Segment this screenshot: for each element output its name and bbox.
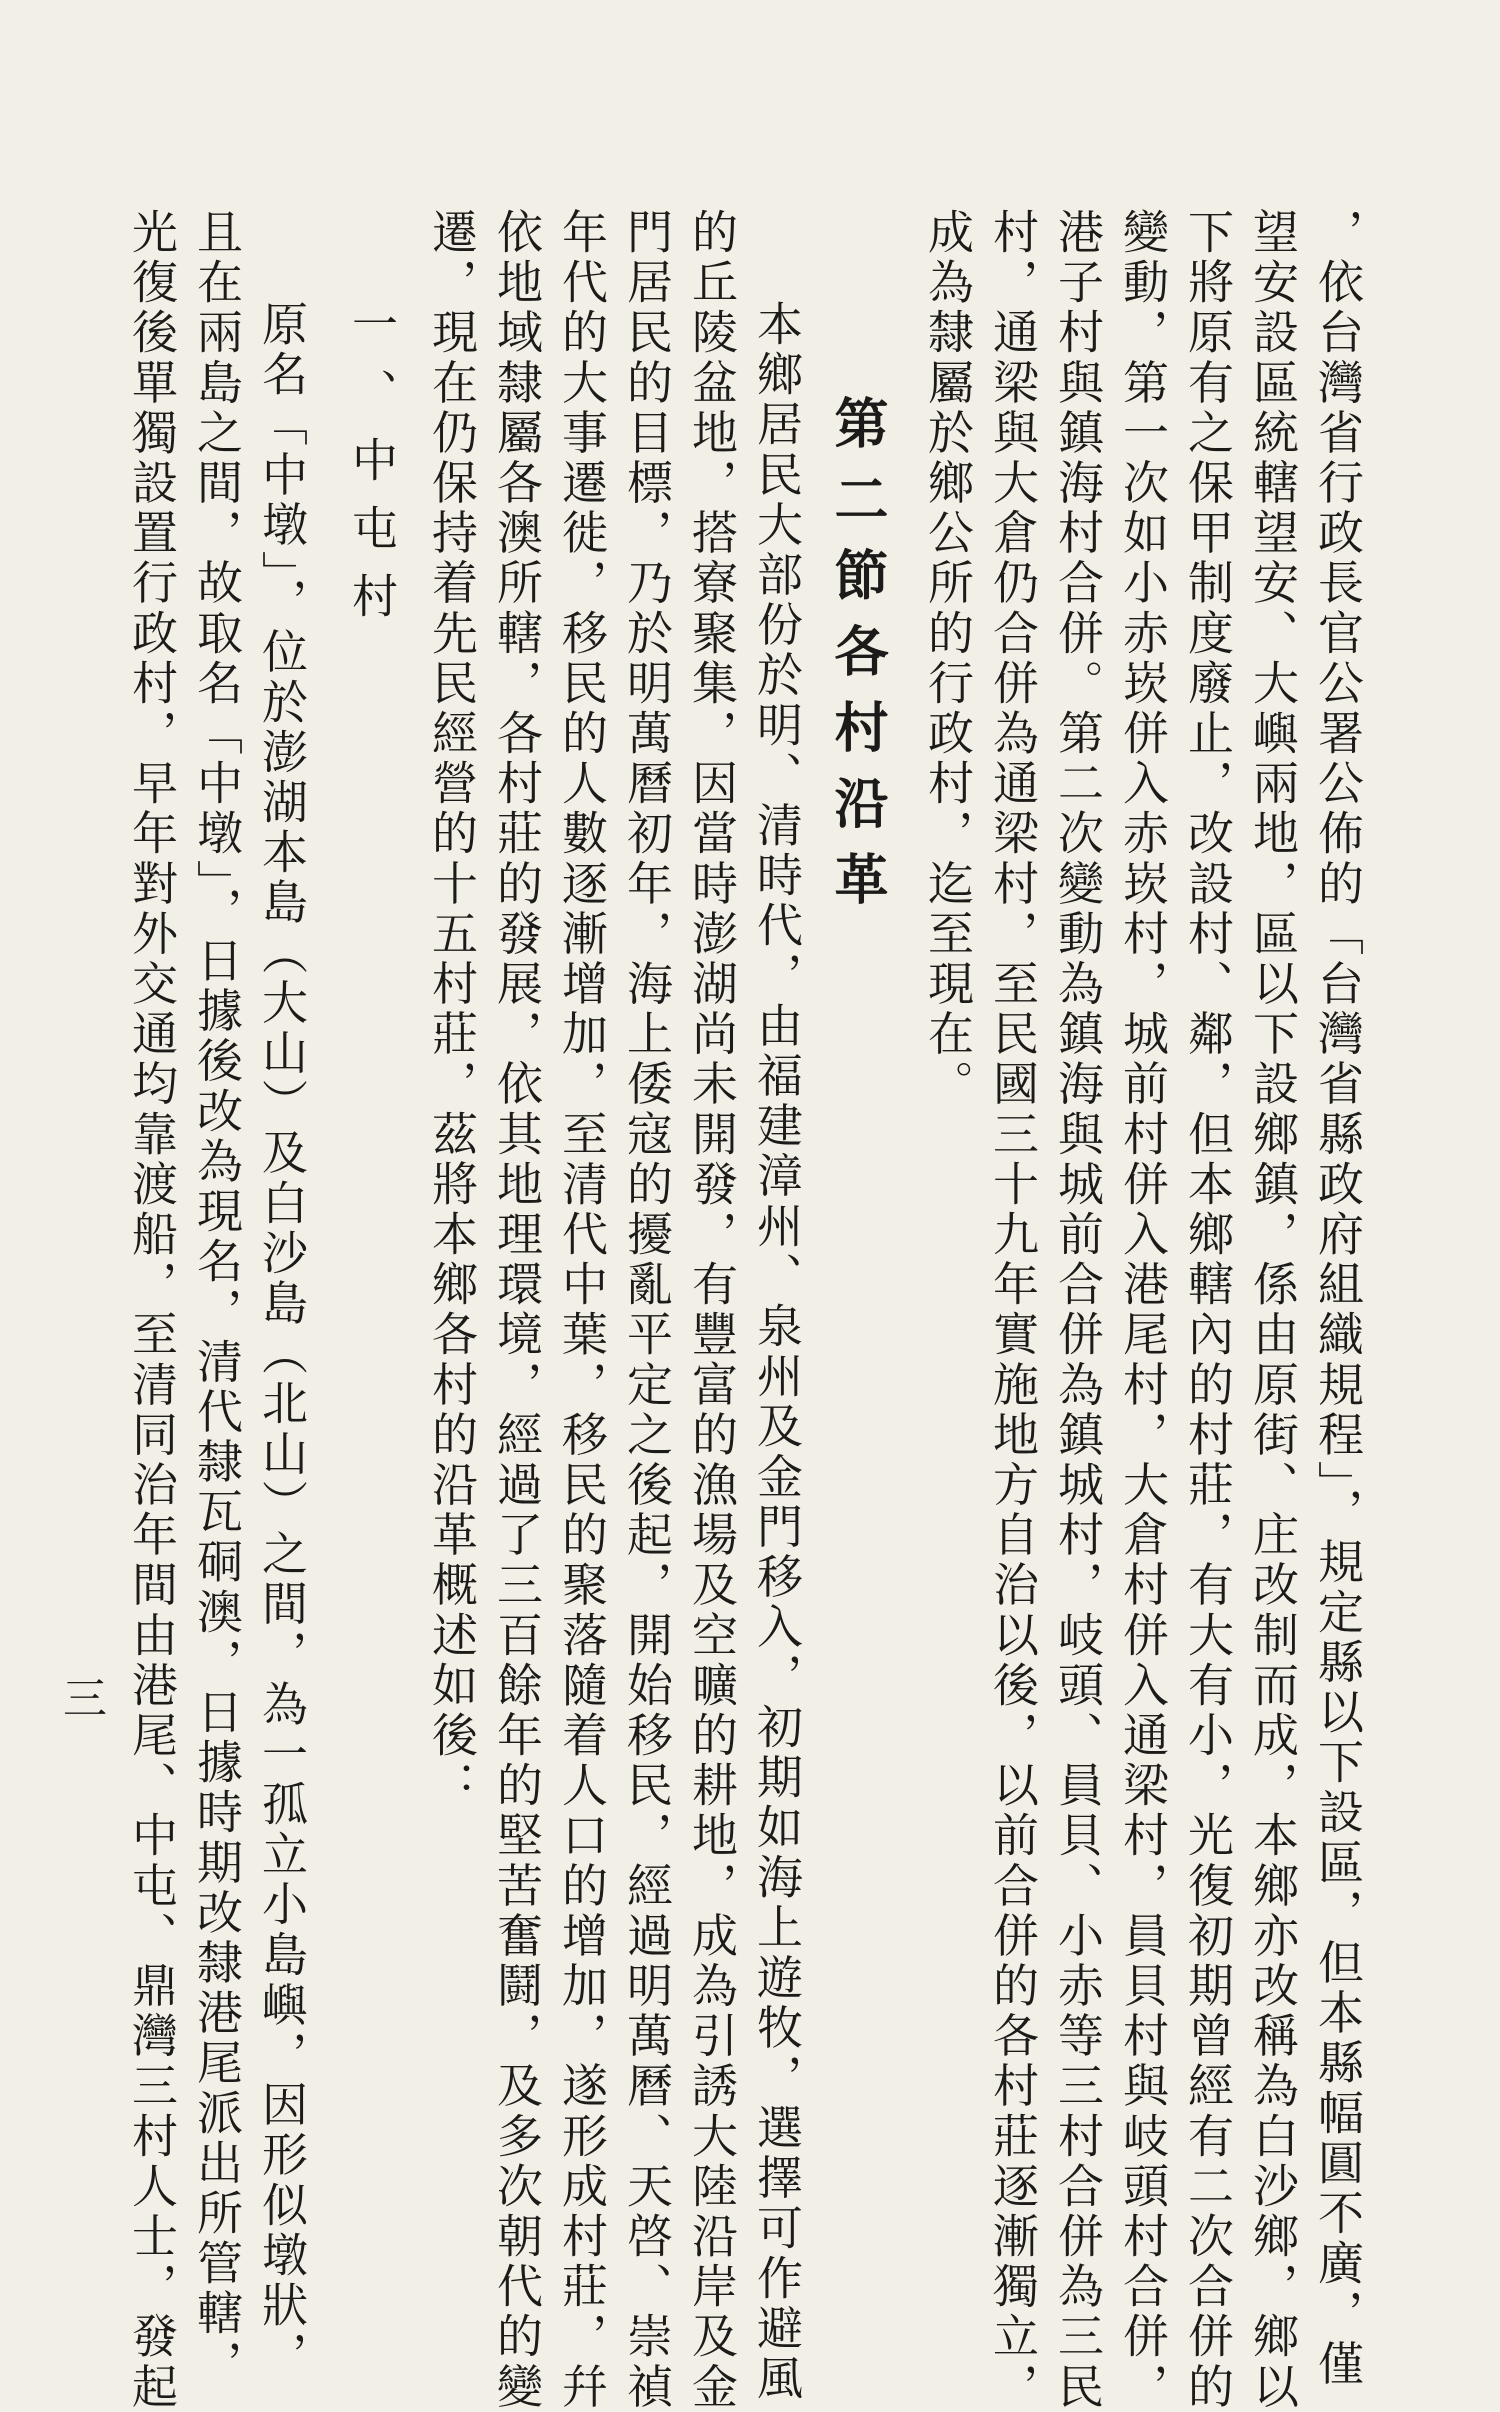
page-number: 三 [55, 1675, 106, 1719]
text-line: 且在兩島之間，故取名「中墩」，日據後改為現名，清代隸瓦硐澳，日據時期改隸港尾派出所管轄， [190, 208, 244, 2390]
text-line: 望安設區統轄望安、大嶼兩地，區以下設鄉鎮，係由原街、庄改制而成，本鄉亦改稱為白沙鄉，鄉以 [1246, 208, 1300, 2412]
text-line: 港子村與鎮海村合併。第二次變動為鎮海與城前合併為鎮城村，岐頭、員貝、小赤等三村合併為三民 [1051, 208, 1105, 2412]
text-line: 年代的大事遷徙，移民的人數逐漸增加，至清代中葉，移民的聚落隨着人口的增加，遂形成村莊，幷 [555, 208, 609, 2412]
text-line: 下將原有之保甲制度廢止，改設村、鄰，但本鄉轄內的村莊，有大有小，光復初期曾經有二次合併的 [1181, 208, 1235, 2412]
text-line: 遷，現在仍保持着先民經營的十五村莊，茲將本鄉各村的沿革概述如後： [425, 208, 479, 1812]
text-line: 原名「中墩」，位於澎湖本島（大山）及白沙島（北山）之間，為一孤立小島嶼，因形似墩狀， [255, 300, 309, 2382]
text-line: 的丘陵盆地，搭寮聚集，因當時澎湖尚未開發，有豐富的漁場及空曠的耕地，成為引誘大陸沿岸及金 [685, 208, 739, 2412]
section-title: 第二節各村沿革 [826, 395, 890, 927]
text-line: 門居民的目標，乃於明萬曆初年，海上倭寇的擾亂平定之後起，開始移民，經過明萬曆、天啓、崇禎 [620, 208, 674, 2412]
text-line: 變動，第一次如小赤崁併入赤崁村，城前村併入港尾村，大倉村併入通梁村，員貝村與岐頭村合併， [1116, 208, 1170, 2412]
subsection-title: 一、中屯村 [345, 300, 399, 640]
text-line: ，依台灣省行政長官公署公佈的「台灣省縣政府組織規程」，規定縣以下設區，但本縣幅圓不廣，僅 [1311, 208, 1365, 2390]
text-line: 村，通梁與大倉仍合併為通梁村，至民國三十九年實施地方自治以後，以前合併的各村莊逐漸獨立， [986, 208, 1040, 2412]
text-line: 依地域隸屬各澳所轄，各村莊的發展，依其地理環境，經過了三百餘年的堅苦奮鬪，及多次朝代的變 [490, 208, 544, 2412]
text-line: 光復後單獨設置行政村，早年對外交通均靠渡船，至清同治年間由港尾、中屯、鼎灣三村人士，發起 [125, 208, 179, 2412]
text-line: 本鄉居民大部份於明、清時代，由福建漳州、泉州及金門移入，初期如海上遊牧，選擇可作避風 [750, 300, 804, 2405]
text-line: 成為隸屬於鄉公所的行政村，迄至現在。 [921, 208, 975, 1110]
